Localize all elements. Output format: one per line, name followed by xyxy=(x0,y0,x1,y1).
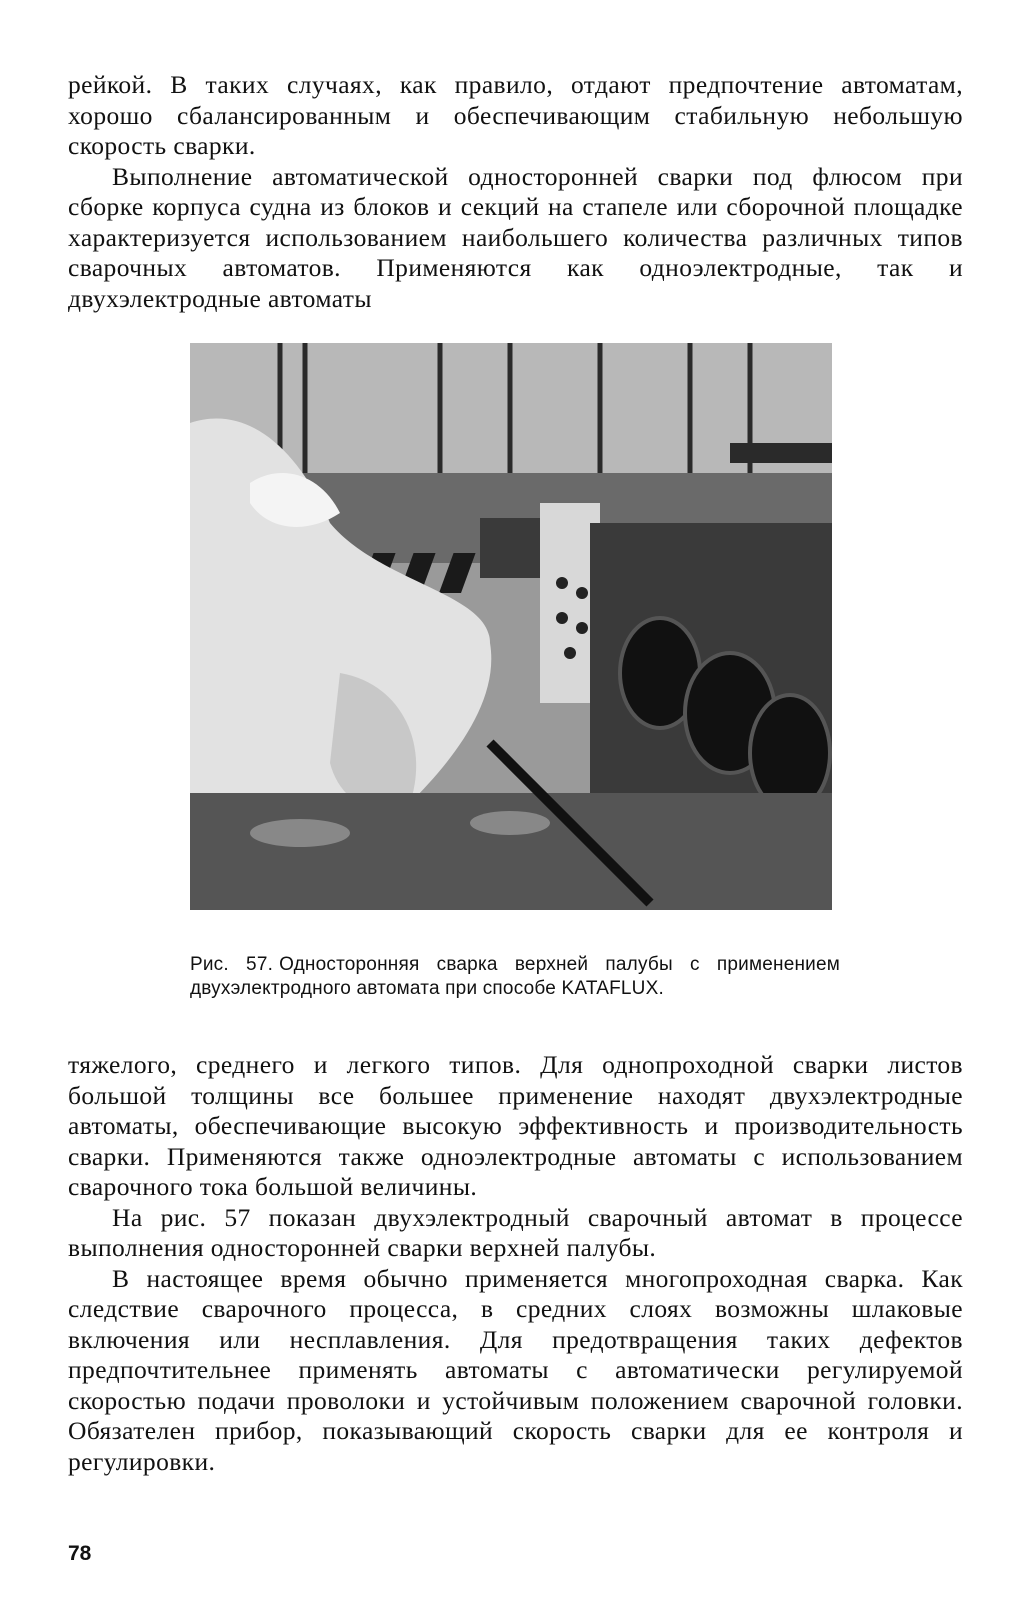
figure-label: Рис. 57. xyxy=(190,954,274,975)
paragraph: Выполнение автоматической односторонней сварки под флюсом при сборке корпуса судна из блоков и секций на стапеле или сборочной площадке характеризуется использованием наибольшего количества различных типов сварочных автоматов. Применяются как одноэлектродные, так и двухэлектродные автоматы xyxy=(68,161,963,313)
figure-welding-photo xyxy=(190,343,832,910)
page-number: 78 xyxy=(68,1542,92,1565)
paragraph: тяжелого, среднего и легкого типов. Для однопроходной сварки листов большой толщины все большее применение находят двухэлектродные автоматы, обеспечивающие высокую эффективность и производительность сварки. Применяются также одноэлектродные автоматы с использованием сварочного тока большой величины. xyxy=(68,1050,963,1201)
text-block-bottom xyxy=(68,1050,963,1477)
paragraph: В настоящее время обычно применяется многопроходная сварка. Как следствие сварочного процесса, в средних слоях возможны шлаковые включения или несплавления. Для предотвращения таких дефектов предпочтительнее применять автоматы с автоматически регулируемой скоростью подачи проволоки и устойчивым положением сварочной головки. Обязателен прибор, показывающий скорость сварки для ее контроля и регулировки. xyxy=(68,1263,963,1476)
figure-caption xyxy=(190,953,840,1001)
paragraph: рейкой. В таких случаях, как правило, отдают предпочтение автоматам, хорошо сбалансированным и обеспечивающим стабильную небольшую скорость сварки. xyxy=(68,70,963,160)
caption-text: Односторонняя сварка верхней палубы с применением двухэлектродного автомата при способе KATAFLUX. xyxy=(190,954,840,999)
text-block-top xyxy=(68,70,963,314)
welding-photo-illustration xyxy=(190,343,832,910)
paragraph: На рис. 57 показан двухэлектродный сварочный автомат в процессе выполнения односторонней сварки верхней палубы. xyxy=(68,1202,963,1262)
